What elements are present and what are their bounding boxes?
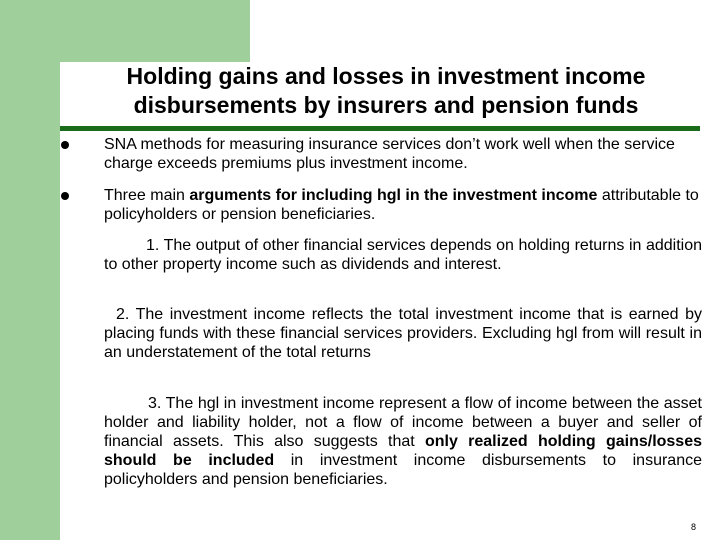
point-3-prefix: 3. The hgl in investment income represent a flow of income between the asset holder and liability holder, not a flow of income between a buyer and seller of financial assets. This also suggests that (104, 395, 702, 450)
bullet-suffix: attributable to policyholders or pension beneficiaries. (104, 187, 699, 223)
bullet-icon (61, 141, 69, 149)
bullet-bold: arguments for including hgl in the investment income (189, 187, 598, 204)
title-divider (60, 126, 700, 131)
bullet-three-arguments (104, 186, 714, 224)
bullet-icon (61, 192, 69, 200)
point-3 (104, 394, 702, 489)
title-line-1: Holding gains and losses in investment income (126, 63, 646, 89)
bullet-sna-methods: SNA methods for measuring insurance services don’t work well when the service charge exceeds premiums plus investment income. (104, 136, 675, 172)
point-3-bold: only realized holding gains/losses should be included (104, 433, 703, 469)
page-number: 8 (690, 522, 696, 532)
point-2: 2. The investment income reflects the total investment income that is earned by placing funds with these financial services providers. Excluding hgl from will result in an understatement of the total returns (104, 306, 702, 361)
bullet-prefix: Three main (104, 187, 190, 204)
slide-title (62, 62, 710, 120)
decorative-green-strip (0, 126, 60, 540)
title-line-2: disbursements by insurers and pension funds (133, 92, 639, 118)
point-3-suffix: in investment income disbursements to insurance policyholders and pension beneficiaries. (104, 452, 702, 488)
point-1: 1. The output of other financial services depends on holding returns in addition to other property income such as dividends and interest. (104, 237, 702, 273)
